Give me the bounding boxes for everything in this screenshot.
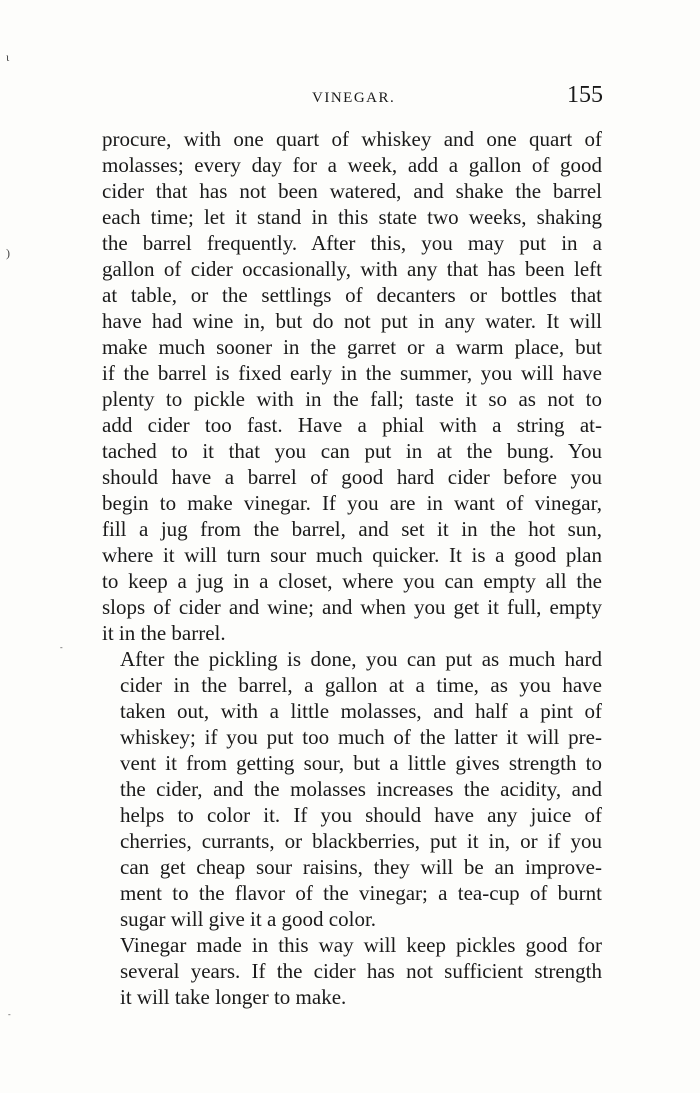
margin-mark: )	[6, 246, 10, 260]
paragraph	[102, 126, 602, 646]
text-line: if the barrel is fixed early in the summer, you will have	[102, 361, 602, 385]
text-line: vent it from getting sour, but a little gives strength to	[120, 751, 602, 775]
text-line: taken out, with a little molasses, and half a pint of	[120, 699, 602, 723]
text-line: cider that has not been watered, and shake the barrel	[102, 179, 602, 203]
text-line: Vinegar made in this way will keep pickles good for	[120, 933, 602, 957]
text-line: make much sooner in the garret or a warm place, but	[102, 335, 602, 359]
text-line: sugar will give it a good color.	[120, 907, 377, 931]
text-line: fill a jug from the barrel, and set it in the hot sun,	[102, 517, 602, 541]
text-line: have had wine in, but do not put in any water. It will	[102, 309, 602, 333]
margin-mark: ɩ	[6, 50, 10, 64]
text-line: where it will turn sour much quicker. It is a good plan	[102, 543, 602, 567]
body-text	[102, 126, 602, 1010]
text-line: procure, with one quart of whiskey and one quart of	[102, 127, 602, 151]
text-line: plenty to pickle with in the fall; taste it so as not to	[102, 387, 602, 411]
text-line: whiskey; if you put too much of the latter it will pre-	[120, 725, 602, 749]
text-line: several years. If the cider has not sufficient strength	[120, 959, 602, 983]
page-number: 155	[567, 82, 603, 108]
text-line: ment to the flavor of the vinegar; a tea-cup of burnt	[120, 881, 602, 905]
text-line: should have a barrel of good hard cider before you	[102, 465, 602, 489]
text-line: each time; let it stand in this state two weeks, shaking	[102, 205, 602, 229]
paragraph	[102, 646, 602, 932]
text-line: the cider, and the molasses increases the acidity, and	[120, 777, 602, 801]
text-line: molasses; every day for a week, add a gallon of good	[102, 153, 602, 177]
text-line: to keep a jug in a closet, where you can empty all the	[102, 569, 602, 593]
text-line: After the pickling is done, you can put as much hard	[120, 647, 602, 671]
text-line: at table, or the settlings of decanters or bottles that	[102, 283, 602, 307]
text-line: it in the barrel.	[102, 621, 226, 645]
text-line: slops of cider and wine; and when you get it full, empty	[102, 595, 602, 619]
margin-mark: -	[8, 1010, 11, 1019]
text-line: cherries, currants, or blackberries, put it in, or if you	[120, 829, 602, 853]
running-head	[0, 82, 700, 122]
running-title: VINEGAR.	[312, 90, 396, 106]
text-line: gallon of cider occasionally, with any that has been left	[102, 257, 602, 281]
text-line: it will take longer to make.	[120, 985, 347, 1009]
text-line: helps to color it. If you should have any juice of	[120, 803, 602, 827]
text-line: tached to it that you can put in at the bung. You	[102, 439, 602, 463]
text-line: begin to make vinegar. If you are in want of vinegar,	[102, 491, 602, 515]
paragraph	[102, 932, 602, 1010]
text-line: the barrel frequently. After this, you may put in a	[102, 231, 602, 255]
text-line: add cider too fast. Have a phial with a string at-	[102, 413, 602, 437]
text-line: can get cheap sour raisins, they will be an improve-	[120, 855, 602, 879]
margin-mark: -	[60, 643, 63, 652]
text-line: cider in the barrel, a gallon at a time, as you have	[120, 673, 602, 697]
